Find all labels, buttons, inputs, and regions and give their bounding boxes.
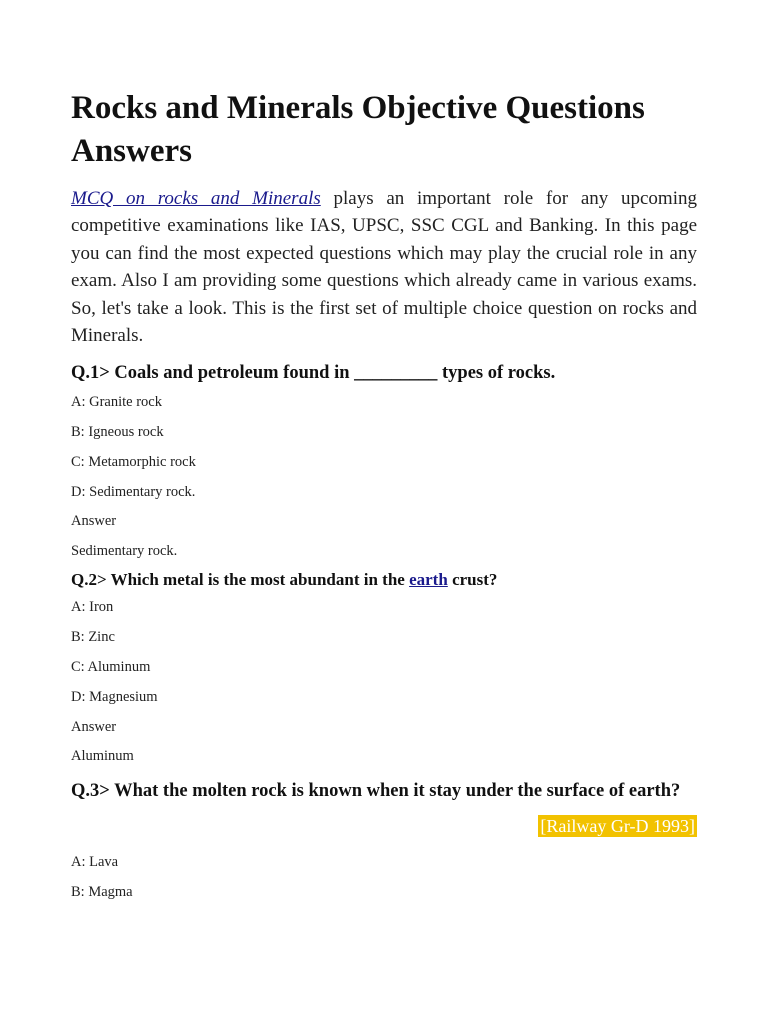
question-3-option-b: B: Magma	[71, 884, 133, 901]
question-3-source-row	[71, 815, 697, 837]
question-2-option-b: B: Zinc	[71, 629, 115, 646]
question-1: Q.1> Coals and petroleum found in _________ types of rocks.	[71, 363, 556, 384]
question-1-answer: Sedimentary rock.	[71, 543, 178, 560]
question-3: Q.3> What the molten rock is known when it stay under the surface of earth?	[71, 781, 681, 802]
question-1-option-a: A: Granite rock	[71, 394, 162, 411]
question-1-option-d: D: Sedimentary rock.	[71, 484, 196, 501]
question-1-option-c: C: Metamorphic rock	[71, 454, 196, 471]
question-2-option-d: D: Magnesium	[71, 689, 158, 706]
intro-text: plays an important role for any upcoming competitive examinations like IAS, UPSC, SSC CGL and Banking. In this page you can find the most expected questions which may play the crucial role in any exam. Also I am providing some questions which already came in various exams. So, let's take a look. This is the first set of multiple choice question on rocks and Minerals.	[71, 188, 697, 347]
question-1-answer-label[interactable]: Answer	[71, 513, 117, 530]
intro-link[interactable]: MCQ on rocks and Minerals	[71, 188, 321, 209]
intro-paragraph	[71, 185, 697, 349]
question-2-link-earth[interactable]: earth	[409, 570, 448, 590]
question-2	[71, 566, 697, 594]
question-3-source-badge: [Railway Gr-D 1993]	[540, 816, 695, 837]
question-3-option-a: A: Lava	[71, 854, 119, 871]
question-2-text-after: crust?	[447, 570, 498, 590]
question-2-answer-label[interactable]: Answer	[71, 719, 117, 736]
article-title: Rocks and Minerals Objective Questions Answers	[71, 90, 645, 169]
question-2-text-before: Q.2> Which metal is the most abundant in the	[71, 570, 410, 590]
question-2-answer: Aluminum	[71, 748, 134, 765]
question-2-option-a: A: Iron	[71, 599, 114, 616]
question-1-option-b: B: Igneous rock	[71, 424, 164, 441]
article	[71, 87, 697, 901]
question-2-option-c: C: Aluminum	[71, 659, 151, 676]
